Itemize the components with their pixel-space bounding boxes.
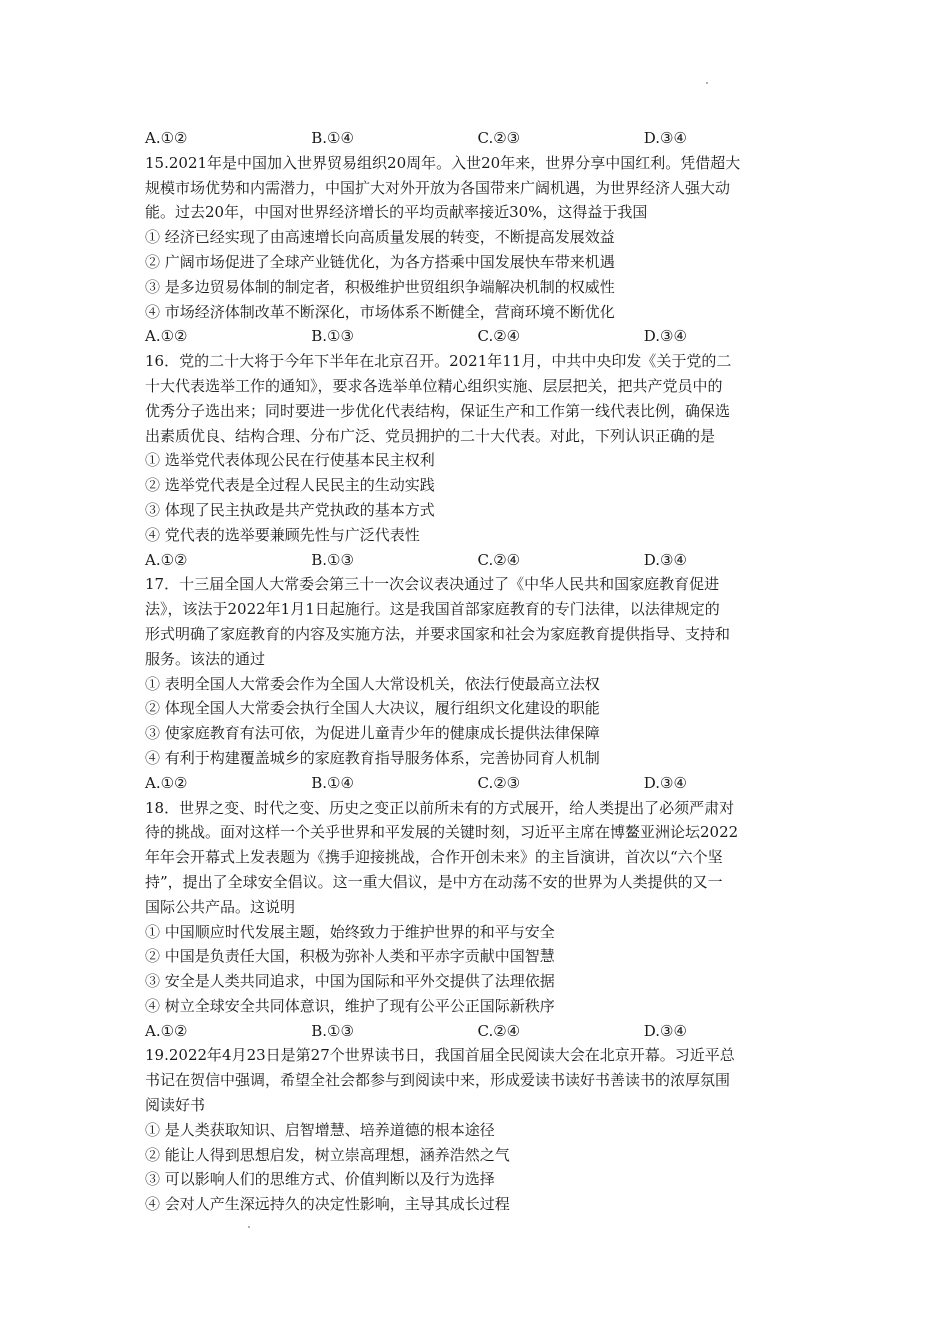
question-stem: 待的挑战。面对这样一个关乎世界和平发展的关键时刻，习近平主席在博鳌亚洲论坛2022 [145,823,739,842]
answer-options [145,548,810,573]
question-stem: 能。过去20年，中国对世界经济增长的平均贡献率接近30%，这得益于我国 [145,203,648,222]
question-stem: 十大代表选举工作的通知》，要求各选举单位精心组织实施、层层把关，把共产党员中的 [145,376,723,395]
statement-item: ④ 会对人产生深远持久的决定性影响，主导其成长过程 [145,1195,510,1214]
scan-speck [706,82,708,84]
question-stem: 阅读好书 [145,1096,206,1115]
statement-item: ③ 使家庭教育有法可依，为促进儿童青少年的健康成长提供法律保障 [145,724,600,743]
option-b: B.①③ [311,327,354,346]
option-d: D.③④ [643,1021,687,1040]
option-a: A.①② [145,773,188,792]
question-content [145,126,810,1217]
statement-item: ① 中国顺应时代发展主题，始终致力于维护世界的和平与安全 [145,922,555,941]
statement-item: ② 选举党代表是全过程人民民主的生动实践 [145,476,435,495]
answer-options [145,126,810,151]
statement-item: ① 是人类获取知识、启智增慧、培养道德的根本途径 [145,1120,495,1139]
option-c: C.②④ [477,1021,521,1040]
option-c: C.②③ [477,773,521,792]
answer-options [145,324,810,349]
option-d: D.③④ [643,550,687,569]
answer-options [145,771,810,796]
option-b: B.①③ [311,1021,354,1040]
question-stem: 形式明确了家庭教育的内容及实施方法，并要求国家和社会为家庭教育提供指导、支持和 [145,624,731,643]
option-b: B.①④ [311,773,354,792]
scan-speck [248,1226,250,1228]
option-b: B.①③ [311,550,354,569]
question-stem: 18．世界之变、时代之变、历史之变正以前所未有的方式展开，给人类提出了必须严肃对 [145,798,735,817]
statement-item: ① 经济已经实现了由高速增长向高质量发展的转变，不断提高发展效益 [145,228,615,247]
statement-item: ④ 市场经济体制改革不断深化，市场体系不断健全，营商环境不断优化 [145,302,615,321]
question-stem: 16．党的二十大将于今年下半年在北京召开。2021年11月，中共中央印发《关于党的二 [145,352,732,371]
question-stem: 持”，提出了全球安全倡议。这一重大倡议，是中方在动荡不安的世界为人类提供的又一 [145,872,723,891]
question-stem: 国际公共产品。这说明 [145,897,296,916]
statement-item: ④ 党代表的选举要兼顾先性与广泛代表性 [145,525,420,544]
question-stem: 规模市场优势和内需潜力，中国扩大对外开放为各国带来广阔机遇，为世界经济人强大动 [145,178,731,197]
question-stem: 服务。该法的通过 [145,649,266,668]
question-stem: 出素质优良、结构合理、分布广泛、党员拥护的二十大代表。对此，下列认识正确的是 [145,426,716,445]
option-b: B.①④ [311,129,354,147]
option-c: C.②③ [477,129,521,147]
answer-options [145,1019,810,1044]
statement-item: ② 中国是负责任大国，积极为弥补人类和平赤字贡献中国智慧 [145,947,555,966]
statement-item: ④ 树立全球安全共同体意识，维护了现有公平公正国际新秩序 [145,996,555,1015]
statement-item: ② 广阔市场促进了全球产业链优化，为各方搭乘中国发展快车带来机遇 [145,252,615,271]
option-c: C.②④ [477,550,521,569]
option-d: D.③④ [643,129,687,147]
statement-item: ③ 体现了民主执政是共产党执政的基本方式 [145,500,435,519]
statement-item: ② 能让人得到思想启发，树立崇高理想，涵养浩然之气 [145,1145,510,1164]
question-stem: 19.2022年4月23日是第27个世界读书日，我国首届全民阅读大会在北京开幕。习近平总 [145,1046,735,1065]
option-a: A.①② [145,327,188,346]
option-c: C.②④ [477,327,521,346]
question-stem: 15.2021年是中国加入世界贸易组织20周年。入世20年来，世界分享中国红利。凭借超大 [145,153,741,172]
question-stem: 年年会开幕式上发表题为《携手迎接挑战，合作开创未来》的主旨演讲，首次以“六个坚 [145,848,723,867]
option-d: D.③④ [643,327,687,346]
statement-item: ③ 安全是人类共同追求，中国为国际和平外交提供了法理依据 [145,972,555,991]
statement-item: ① 表明全国人大常委会作为全国人大常设机关，依法行使最高立法权 [145,674,600,693]
option-a: A.①② [145,550,188,569]
statement-item: ② 体现全国人大常委会执行全国人大决议，履行组织文化建设的职能 [145,699,600,718]
option-d: D.③④ [643,773,687,792]
statement-item: ④ 有利于构建覆盖城乡的家庭教育指导服务体系，完善协同育人机制 [145,748,600,767]
option-a: A.①② [145,1021,188,1040]
statement-item: ③ 可以影响人们的思维方式、价值判断以及行为选择 [145,1170,495,1189]
question-stem: 书记在贺信中强调，希望全社会都参与到阅读中来，形成爱读书读好书善读书的浓厚氛围 [145,1071,731,1090]
question-stem: 法》，该法于2022年1月1日起施行。这是我国首部家庭教育的专门法律，以法律规定的 [145,600,720,619]
question-stem: 优秀分子选出来；同时要进一步优化代表结构，保证生产和工作第一线代表比例，确保选 [145,401,731,420]
statement-item: ③ 是多边贸易体制的制定者，积极维护世贸组织争端解决机制的权威性 [145,277,615,296]
question-stem: 17．十三届全国人大常委会第三十一次会议表决通过了《中华人民共和国家庭教育促进 [145,575,720,594]
statement-item: ① 选举党代表体现公民在行使基本民主权利 [145,451,435,470]
option-a: A.①② [145,129,188,147]
